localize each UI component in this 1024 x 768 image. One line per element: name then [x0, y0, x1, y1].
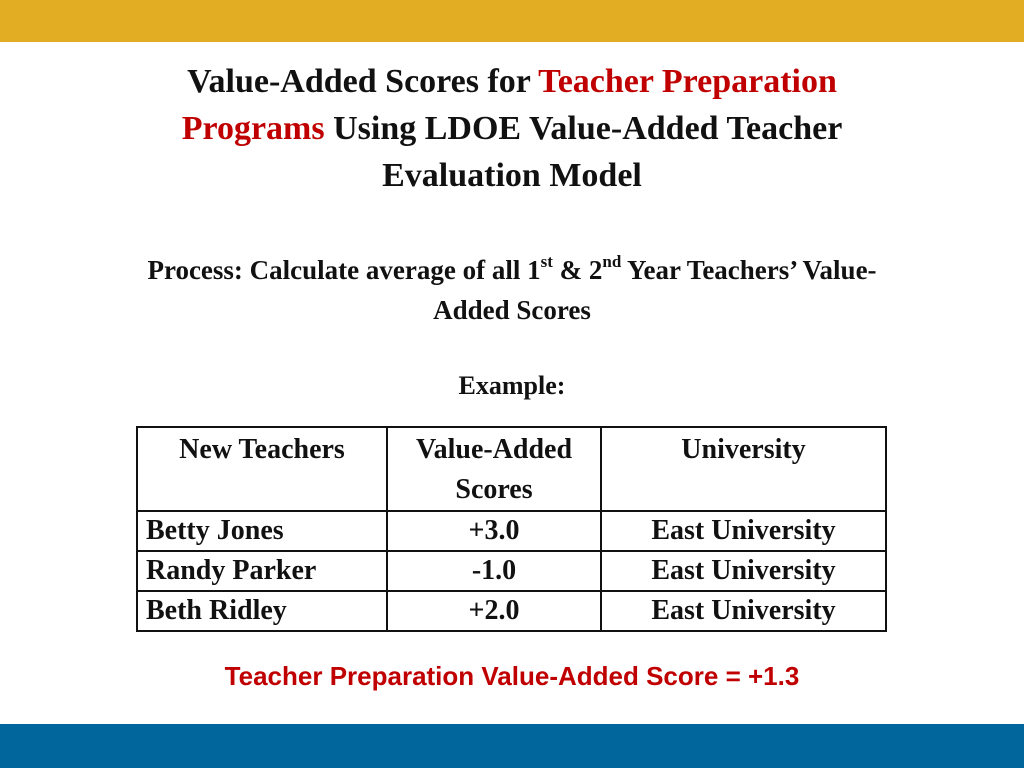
- title-accent: Teacher Preparation Programs: [181, 63, 837, 147]
- university-cell: East University: [601, 511, 886, 551]
- teacher-name-cell: Betty Jones: [137, 511, 387, 551]
- process-description: [112, 250, 912, 330]
- table-row: [137, 511, 886, 551]
- process-middle: & 2: [552, 255, 603, 285]
- example-label: Example:: [458, 371, 566, 400]
- header-value-added-scores: Value-Added Scores: [387, 427, 601, 511]
- top-decorative-bar: [0, 0, 1024, 42]
- title-part-2: Using LDOE Value-Added Teacher Evaluation Model: [324, 110, 843, 194]
- process-superscript-1: st: [540, 252, 553, 271]
- process-prefix: Process: Calculate average of all 1: [147, 255, 541, 285]
- result-summary: Teacher Preparation Value-Added Score = +1.3: [224, 661, 800, 691]
- score-cell: +2.0: [387, 591, 601, 631]
- table-row: [137, 591, 886, 631]
- teacher-name-cell: Beth Ridley: [137, 591, 387, 631]
- bottom-decorative-bar: [0, 724, 1024, 768]
- score-cell: +3.0: [387, 511, 601, 551]
- score-cell: -1.0: [387, 551, 601, 591]
- table-header-row: [137, 427, 886, 511]
- title-part-1: Value-Added Scores for: [187, 63, 539, 100]
- table-row: [137, 551, 886, 591]
- process-suffix: Year Teachers’ Value-Added Scores: [433, 255, 877, 325]
- slide-title: [112, 58, 912, 199]
- teacher-name-cell: Randy Parker: [137, 551, 387, 591]
- process-superscript-2: nd: [602, 252, 622, 271]
- university-cell: East University: [601, 551, 886, 591]
- header-university: University: [601, 427, 886, 511]
- scores-table: [136, 426, 887, 632]
- header-new-teachers: New Teachers: [137, 427, 387, 511]
- university-cell: East University: [601, 591, 886, 631]
